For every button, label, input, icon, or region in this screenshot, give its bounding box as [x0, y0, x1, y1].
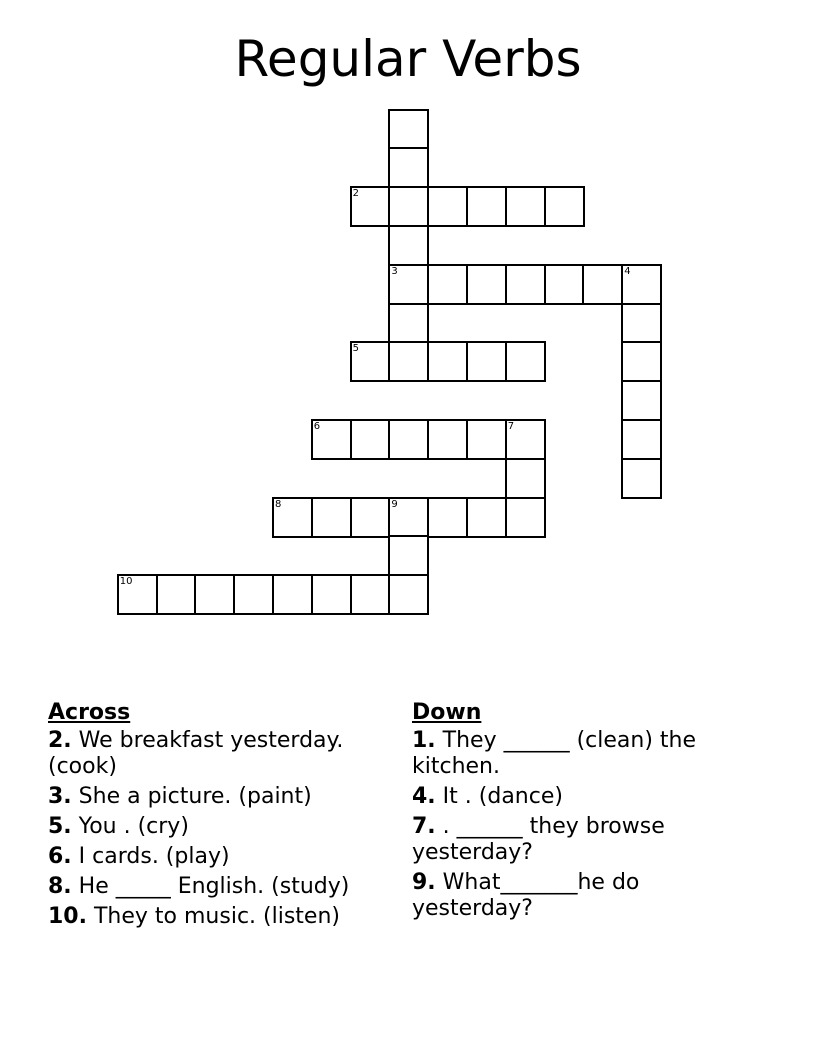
- clue-number-label: 5: [352, 343, 359, 355]
- clue-across-6: [48, 844, 388, 870]
- grid-cell: [233, 574, 274, 615]
- grid-cell: [582, 264, 623, 305]
- clue-number: 6.: [48, 844, 72, 869]
- clue-number-label: 2: [352, 188, 359, 200]
- clue-number-label: 8: [275, 498, 282, 510]
- clue-down-4: [412, 784, 752, 810]
- grid-cell: [505, 186, 546, 227]
- grid-cell: [505, 341, 546, 382]
- grid-cell: [427, 186, 468, 227]
- clue-number: 4.: [412, 784, 436, 809]
- grid-cell: [621, 303, 662, 344]
- grid-cell: [466, 264, 507, 305]
- clue-number: 3.: [48, 784, 72, 809]
- clue-number: 9.: [412, 870, 436, 895]
- grid-cell: [388, 264, 429, 305]
- grid-cell: [311, 497, 352, 538]
- clue-number: 5.: [48, 814, 72, 839]
- grid-cell: [621, 380, 662, 421]
- grid-cell: [505, 458, 546, 499]
- clue-across-5: [48, 814, 388, 840]
- clue-text: He _____ English. (study): [78, 874, 350, 899]
- grid-cell: [621, 341, 662, 382]
- grid-cell: [388, 303, 429, 344]
- grid-cell: [388, 341, 429, 382]
- clue-text: What_______he do yesterday?: [412, 870, 640, 921]
- grid-cell: [156, 574, 197, 615]
- clue-text: I cards. (play): [78, 844, 230, 869]
- across-clues: [48, 700, 388, 934]
- clue-number-label: 3: [391, 265, 398, 277]
- grid-cell: [388, 225, 429, 266]
- grid-cell: [350, 419, 391, 460]
- grid-cell: [466, 497, 507, 538]
- clue-text: You . (cry): [78, 814, 189, 839]
- clue-across-10: [48, 904, 388, 930]
- grid-cell: [194, 574, 235, 615]
- grid-cell: [117, 574, 158, 615]
- clue-number: 8.: [48, 874, 72, 899]
- clue-text: They to music. (listen): [93, 904, 340, 929]
- clue-text: She a picture. (paint): [78, 784, 312, 809]
- grid-cell: [388, 535, 429, 576]
- grid-cell: [505, 264, 546, 305]
- clue-text: We breakfast yesterday.(cook): [48, 728, 344, 779]
- grid-cell: [621, 458, 662, 499]
- grid-cell: [427, 497, 468, 538]
- grid-cell: [505, 419, 546, 460]
- grid-cell: [544, 186, 585, 227]
- clue-number: 1.: [412, 728, 436, 753]
- grid-cell: [427, 419, 468, 460]
- grid-cell: [350, 574, 391, 615]
- grid-cell: [621, 264, 662, 305]
- grid-cell: [388, 147, 429, 188]
- grid-cell: [388, 419, 429, 460]
- clue-number-label: 6: [313, 420, 321, 432]
- grid-cell: [350, 497, 391, 538]
- clue-number-label: 4: [624, 265, 631, 277]
- across-heading: Across: [48, 700, 131, 725]
- grid-cell: [544, 264, 585, 305]
- clue-number-label: 9: [391, 498, 398, 510]
- clue-text: They ______ (clean) the kitchen.: [412, 728, 697, 779]
- clue-across-3: [48, 784, 388, 810]
- clue-text: . ______ they browse yesterday?: [412, 814, 665, 865]
- clue-number: 10.: [48, 904, 87, 929]
- grid-cell: [427, 264, 468, 305]
- grid-cell: [311, 574, 352, 615]
- grid-cell: [388, 109, 429, 150]
- clue-number: 7.: [412, 814, 436, 839]
- clue-number-label: 10: [119, 576, 133, 588]
- clue-down-7: [412, 814, 752, 866]
- grid-cell: [388, 186, 429, 227]
- grid-cell: [466, 341, 507, 382]
- clue-text: It . (dance): [442, 784, 563, 809]
- grid-cell: [466, 186, 507, 227]
- clue-down-1: [412, 728, 752, 780]
- grid-cell: [350, 341, 391, 382]
- grid-cell: [621, 419, 662, 460]
- clue-across-2: [48, 728, 388, 780]
- grid-cell: [388, 574, 429, 615]
- grid-cell: [350, 186, 391, 227]
- grid-cell: [427, 341, 468, 382]
- grid-cell: [505, 497, 546, 538]
- down-heading: Down: [412, 700, 482, 725]
- grid-cell: [272, 497, 313, 538]
- clue-number: 2.: [48, 728, 72, 753]
- clue-down-9: [412, 870, 752, 922]
- grid-cell: [311, 419, 352, 460]
- clue-number-label: 7: [507, 420, 515, 432]
- grid-cell: [272, 574, 313, 615]
- grid-cell: [466, 419, 507, 460]
- grid-cell: [388, 497, 429, 538]
- page-title: Regular Verbs: [234, 30, 582, 88]
- clue-across-8: [48, 874, 388, 900]
- down-clues: [412, 700, 752, 926]
